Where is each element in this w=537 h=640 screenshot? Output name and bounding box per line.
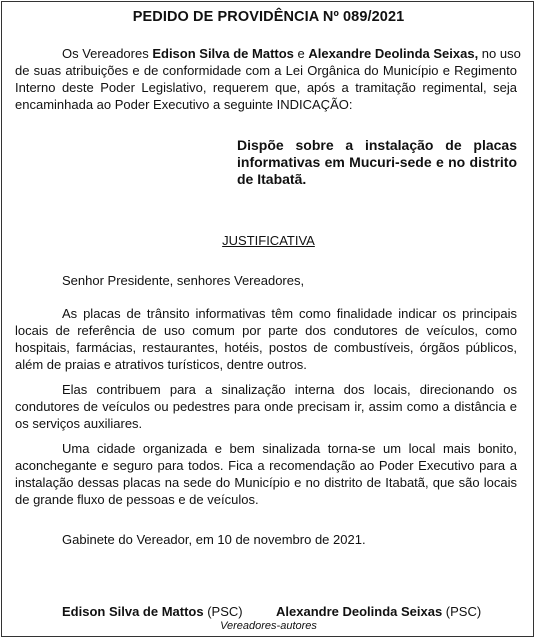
intro-paragraph-rest — [15, 62, 517, 113]
signature-1-party: (PSC) — [203, 604, 243, 619]
signature-1-name: Edison Silva de Mattos — [62, 604, 204, 619]
p3-line-3: instalação dessas placas na sede do Município e no distrito de Itabatã, que são locais — [15, 475, 517, 490]
salutation — [62, 272, 517, 289]
p3-line-2: aconchegante e seguro para todos. Fica a recomendação ao Poder Executivo para a — [15, 458, 517, 473]
paragraph-3-first — [62, 440, 517, 457]
p2-line-3: os serviços auxiliares. — [15, 416, 143, 431]
intro-line-1 — [62, 45, 521, 62]
signature-2-name: Alexandre Deolinda Seixas — [276, 604, 443, 619]
paragraph-3-rest — [15, 457, 517, 508]
signature-2-party: (PSC) — [442, 604, 482, 619]
ementa — [237, 137, 517, 188]
intro-text-a: Os Vereadores — [62, 46, 153, 61]
intro-name-2: Alexandre Deolinda Seixas, — [308, 46, 479, 61]
paragraph-1-first — [62, 305, 517, 322]
ementa-line-3: de Itabatã. — [237, 171, 307, 187]
intro-line-4: encaminhada ao Poder Executivo a seguinte INDICAÇÃO: — [15, 97, 353, 112]
paragraph-1-rest — [15, 322, 517, 373]
paragraph-2-first — [62, 381, 517, 398]
justificativa-heading: JUSTIFICATIVA — [222, 233, 315, 248]
ementa-line-1: Dispõe sobre a instalação de placas — [237, 137, 517, 153]
p1-line-1: As placas de trânsito informativas têm como finalidade indicar os principais — [62, 306, 517, 321]
p3-line-4: de grande fluxo de pessoas e de veículos. — [15, 492, 259, 507]
paragraph-2-rest — [15, 398, 517, 432]
closing — [62, 531, 517, 548]
intro-name-1: Edison Silva de Mattos — [152, 46, 294, 61]
signature-2 — [276, 604, 481, 619]
p2-line-2: condutores de veículos ou pedestres para onde precisam ir, assim como a distância e — [15, 399, 517, 414]
p2-line-1: Elas contribuem para a sinalização interna dos locais, direcionando os — [62, 382, 517, 397]
intro-line-3: Interno deste Poder Legislativo, requerem que, após a tramitação regimental, seja — [15, 80, 517, 95]
p3-line-1: Uma cidade organizada e bem sinalizada torna-se um local mais bonito, — [62, 441, 517, 456]
p1-line-3: hospitais, farmácias, restaurantes, hotéis, postos de combustíveis, órgãos públicos, — [15, 340, 517, 355]
p1-line-2: locais de referência de uso comum por parte dos condutores de veículos, como — [15, 323, 517, 338]
p1-line-4: além de praias e atrativos turísticos, dentre outros. — [15, 357, 307, 372]
intro-text-c: no uso — [478, 46, 521, 61]
closing-text: Gabinete do Vereador, em 10 de novembro de 2021. — [62, 532, 366, 547]
intro-paragraph — [62, 45, 521, 62]
ementa-line-2: informativas em Mucuri-sede e no distrito — [237, 154, 517, 170]
document-title: PEDIDO DE PROVIDÊNCIA Nº 089/2021 — [132, 9, 405, 25]
intro-text-b: e — [293, 46, 309, 61]
intro-line-2: de suas atribuições e de conformidade com a Lei Orgânica do Município e Regimento — [15, 63, 517, 78]
signatures-role: Vereadores-autores — [220, 620, 317, 632]
salutation-text: Senhor Presidente, senhores Vereadores, — [62, 273, 305, 288]
signature-1 — [62, 604, 243, 619]
